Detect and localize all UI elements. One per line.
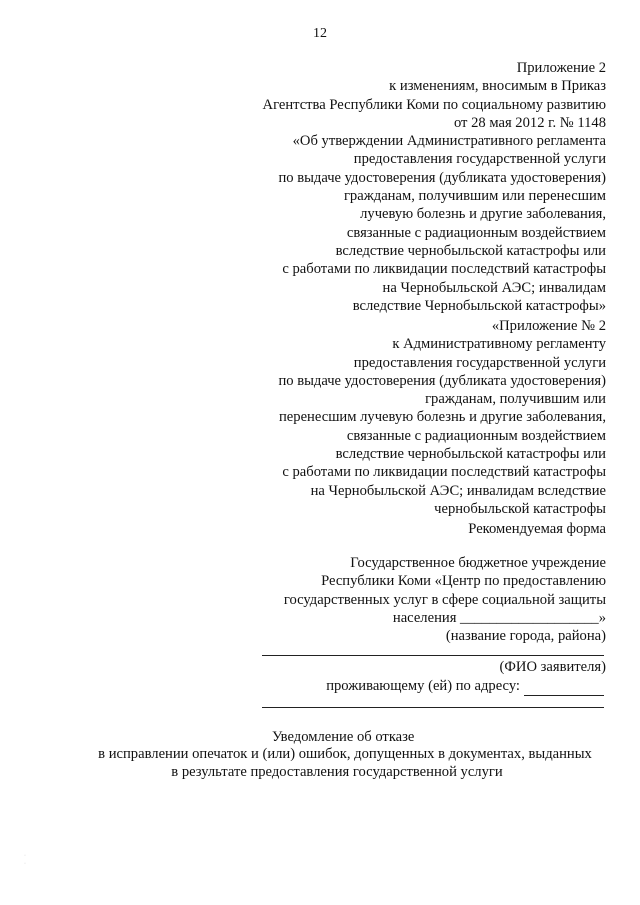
address-line [262, 707, 604, 708]
regulation-header-line: связанные с радиационным воздействием [346, 427, 606, 444]
appendix-header-line: с работами по ликвидации последствий катастрофы [282, 261, 606, 278]
appendix-header-line: связанные с радиационным воздействием [346, 224, 606, 241]
page-number: 12 [313, 26, 327, 41]
regulation-header [278, 317, 606, 518]
regulation-header-line: с работами по ликвидации последствий катастрофы [282, 464, 606, 481]
recommended-form-text: Рекомендуемая форма [468, 521, 606, 537]
recommended-form-label [468, 520, 606, 538]
appendix-header-line: вследствие чернобыльской катастрофы или [335, 242, 606, 259]
regulation-header-line: вследствие чернобыльской катастрофы или [335, 446, 606, 463]
appendix-header-line: «Об утверждении Административного регламента [292, 133, 606, 150]
notice-title: Уведомление об отказе [272, 729, 415, 745]
appendix-header-line: к изменениям, вносимым в Приказ [389, 78, 606, 95]
notice-subtitle-line: в исправлении опечаток и (или) ошибок, допущенных в документах, выданных [98, 746, 592, 762]
appendix-header-line: предоставления государственной услуги [353, 151, 606, 168]
regulation-header-line: предоставления государственной услуги [353, 354, 606, 371]
regulation-header-line: гражданам, получившим или [425, 391, 606, 408]
organization-block [284, 554, 606, 645]
appendix-header-line: по выдаче удостоверения (дубликата удостоверения) [278, 169, 606, 186]
appendix-header-line: Приложение 2 [516, 60, 606, 76]
appendix-header-line: лучевую болезнь и другие заболевания, [360, 206, 606, 223]
organization-line: государственных услуг в сфере социальной защиты [283, 591, 606, 608]
address-row [326, 677, 604, 696]
appendix-header [263, 59, 606, 315]
organization-line: населения ___________________» [392, 609, 606, 626]
regulation-header-line: перенесшим лучевую болезнь и другие заболевания, [279, 409, 606, 426]
appendix-header-line: вследствие Чернобыльской катастрофы» [352, 297, 606, 314]
applicant-name-line [262, 655, 604, 656]
appendix-header-line: гражданам, получившим или перенесшим [343, 188, 606, 205]
regulation-header-line: по выдаче удостоверения (дубликата удостоверения) [278, 372, 606, 389]
organization-city-caption: (название города, района) [445, 628, 606, 645]
appendix-header-line: от 28 мая 2012 г. № 1148 [453, 114, 606, 131]
appendix-header-line: на Чернобыльской АЭС; инвалидам [382, 279, 606, 296]
fio-caption: (ФИО заявителя) [499, 659, 606, 675]
regulation-header-line: к Административному регламенту [392, 336, 606, 353]
scan-margin-marks: · · [24, 853, 26, 867]
organization-line: Государственное бюджетное учреждение [350, 555, 606, 571]
regulation-header-line: «Приложение № 2 [491, 318, 606, 334]
address-blank-line [524, 677, 604, 696]
notice-subtitle-line: в результате предоставления государственной услуги [171, 764, 503, 780]
organization-line: Республики Коми «Центр по предоставлению [321, 573, 606, 590]
regulation-header-line: на Чернобыльской АЭС; инвалидам вследствие [310, 482, 606, 499]
address-label: проживающему (ей) по адресу: [326, 678, 520, 694]
regulation-header-line: чернобыльской катастрофы [434, 500, 606, 517]
appendix-header-line: Агентства Республики Коми по социальному развитию [262, 96, 606, 113]
